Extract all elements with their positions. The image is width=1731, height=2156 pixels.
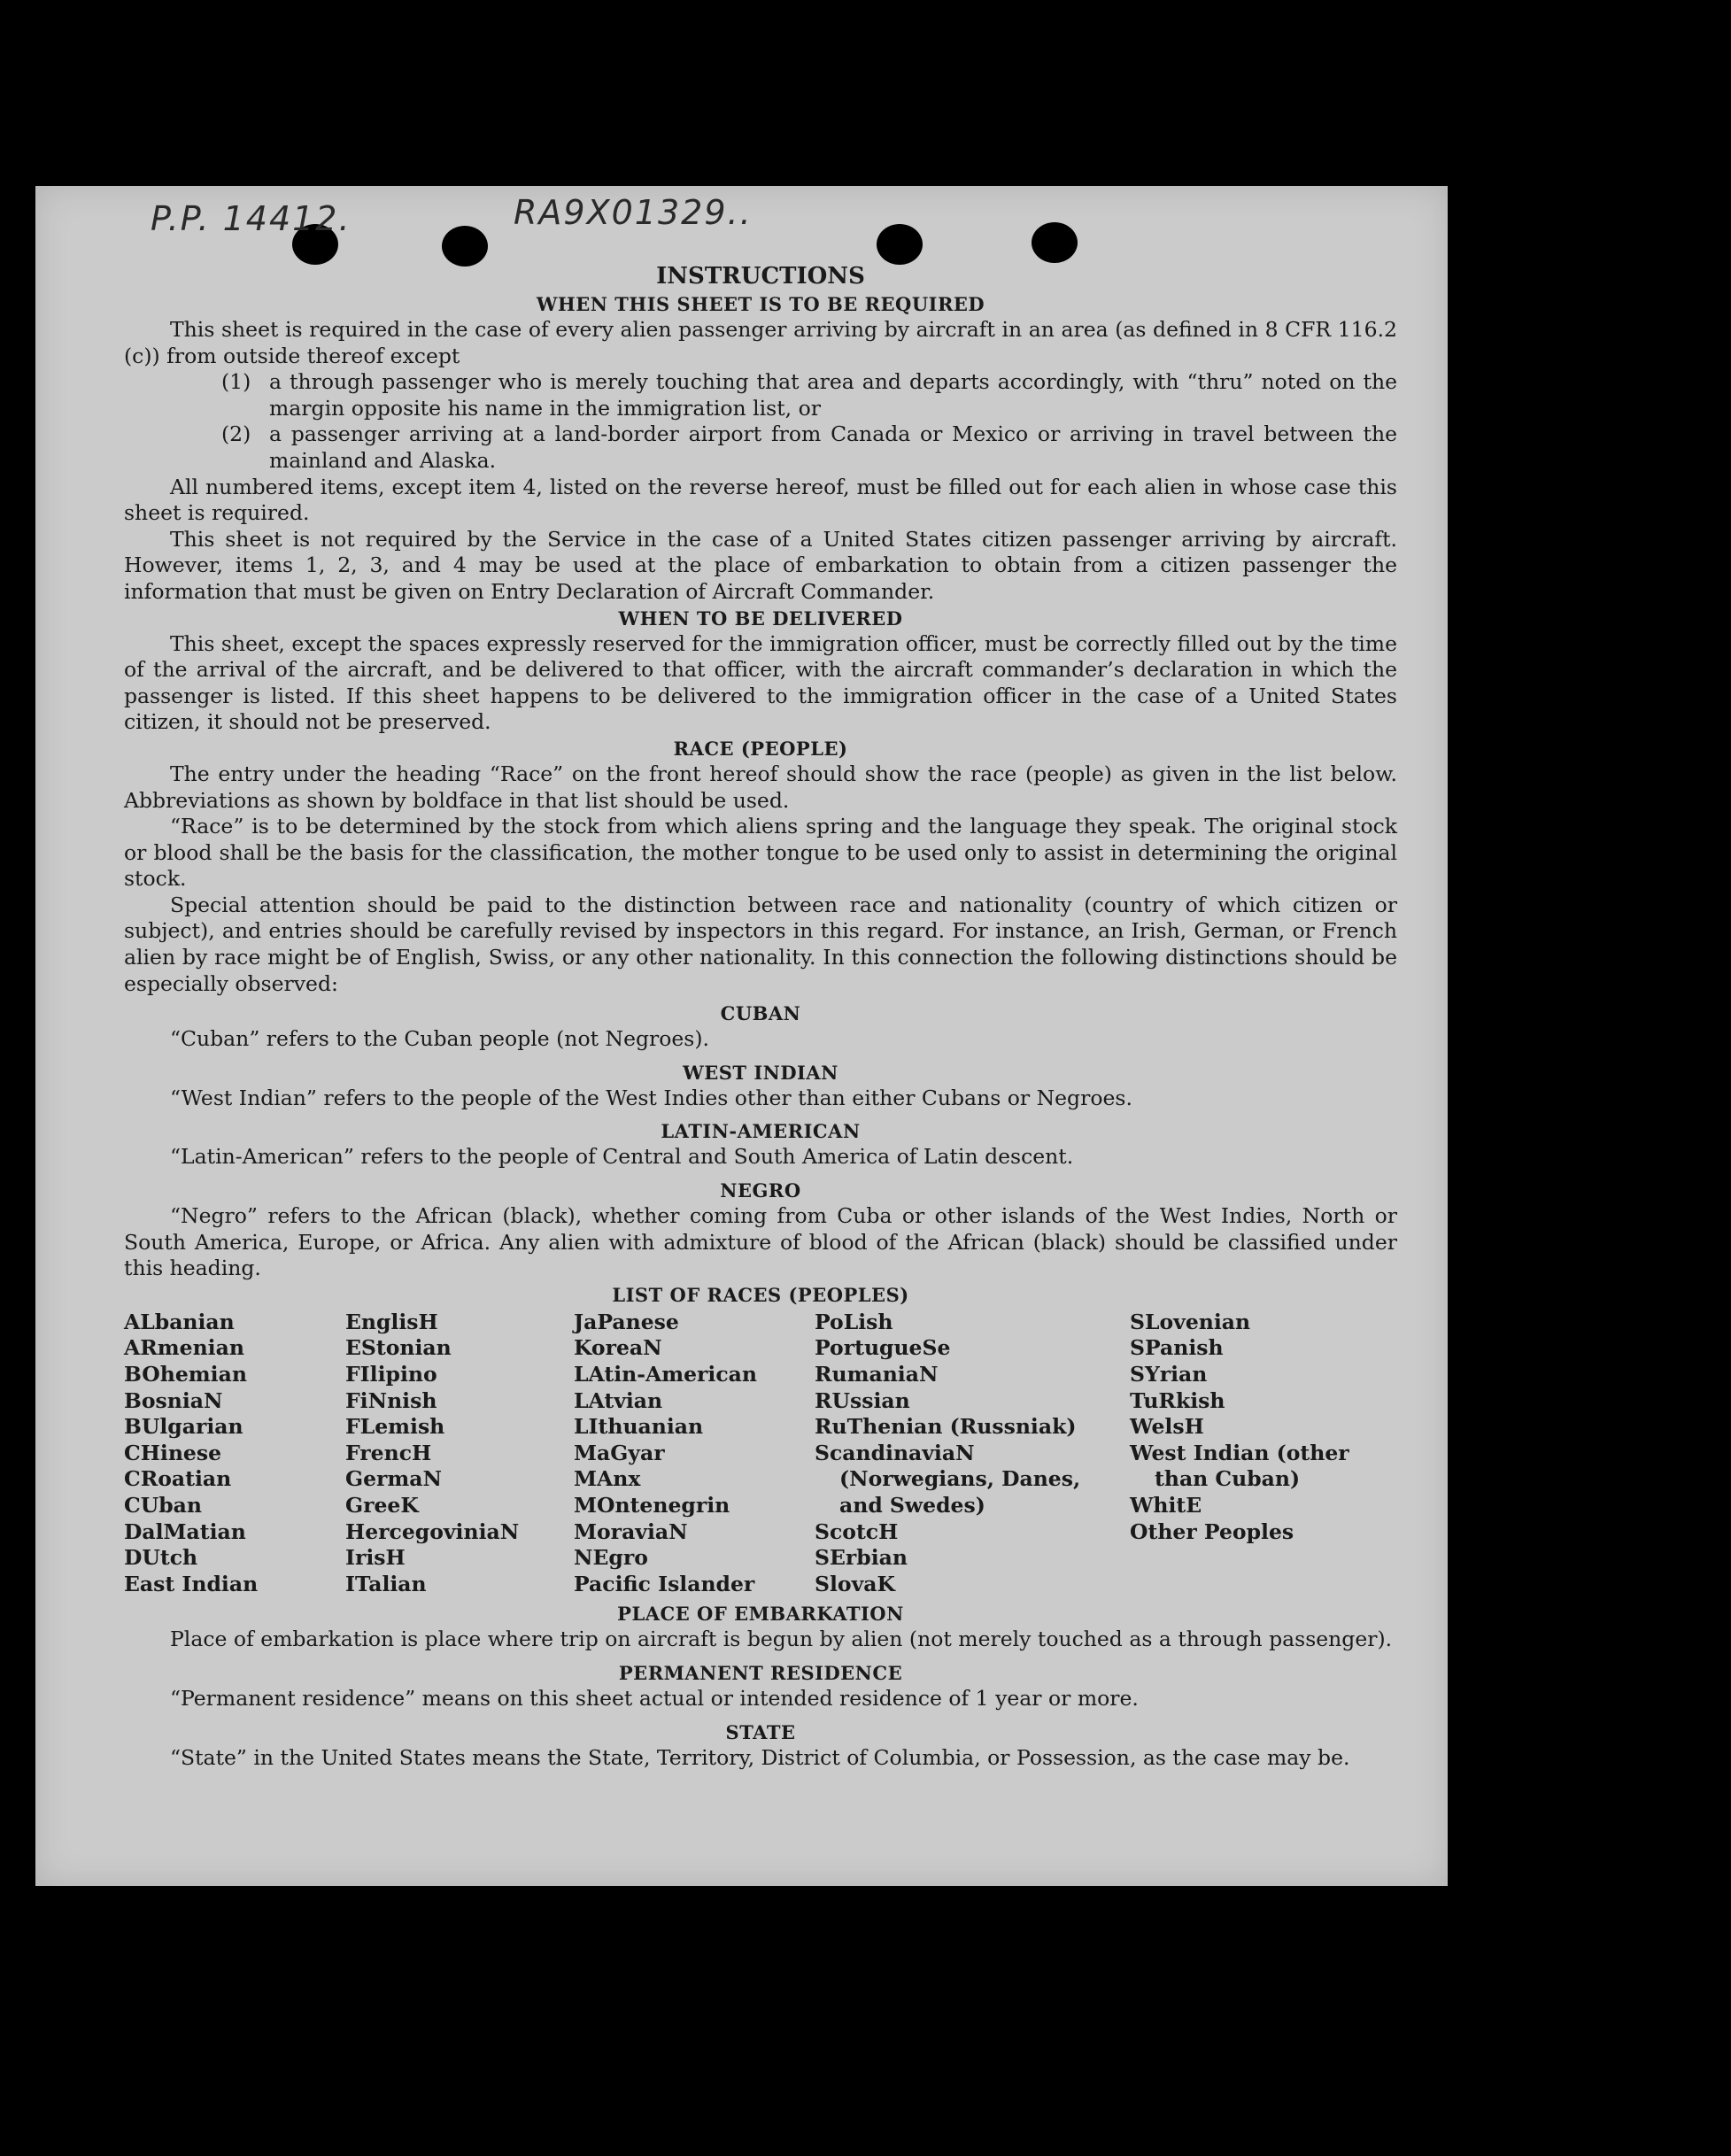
race-entry: IrisH (345, 1545, 406, 1571)
exception-item-2 (124, 421, 1397, 474)
paragraph-numbered-items: All numbered items, except item 4, listed on the reverse hereof, must be filled out for each alien in whose case this sheet is required. (124, 474, 1397, 526)
race-entry: EnglisH (345, 1309, 438, 1334)
race-entry: SPanish (1130, 1335, 1224, 1361)
section-heading-list-of-races: LIST OF RACES (PEOPLES) (612, 1283, 909, 1306)
section-heading-delivered: WHEN TO BE DELIVERED (618, 607, 903, 630)
paragraph-race-3: Special attention should be paid to the distinction between race and nationality (country of which citizen or subject), and entries should be carefully revised by inspectors in this regard. For instance, an Irish, German, or French alien by race might be of English, Swiss, or any other nationality. In this connection the following distinctions should be especially observed: (124, 892, 1397, 996)
document-sheet (35, 186, 1448, 1886)
paragraph-required: This sheet is required in the case of every alien passenger arriving by aircraft in an area (as defined in 8 CFR 116.2 (c)) from outside thereof except (124, 317, 1397, 368)
punch-hole (877, 224, 923, 265)
handwritten-annotation-center: RA9X01329.. (514, 193, 753, 232)
race-entry: Pacific Islander (574, 1571, 755, 1596)
race-entry: FLemish (345, 1414, 445, 1440)
race-entry: ITalian (345, 1571, 427, 1596)
exception-item-1 (124, 369, 1397, 421)
paragraph-west-indian: “West Indian” refers to the people of the West Indies other than either Cubans or Negroes. (170, 1085, 1132, 1110)
race-entry: FrencH (345, 1440, 432, 1465)
paragraph-race-2: “Race” is to be determined by the stock from which aliens spring and the language they speak. The original stock or blood shall be the basis for the classification, the mother tongue to be used only to assist in determining the original stock. (124, 814, 1397, 892)
race-entry: RUssian (815, 1387, 910, 1413)
race-entry: CHinese (124, 1440, 222, 1465)
races-column-5 (1130, 1310, 1395, 1598)
paragraph-race-1: The entry under the heading “Race” on the front hereof should show the race (people) as given in the list below. Abbreviations as shown by boldface in that list should be used. (124, 761, 1397, 813)
race-entry: ARmenian (124, 1335, 244, 1361)
race-entry: ScandinaviaN (Norwegians, Danes, and Swedes) (815, 1440, 1081, 1518)
races-list (124, 1310, 1397, 1598)
race-entry: BOhemian (124, 1362, 247, 1387)
race-entry: LAtvian (574, 1387, 663, 1413)
race-entry: MAnx (574, 1466, 641, 1492)
race-entry: SYrian (1130, 1362, 1208, 1387)
race-entry: PoLish (815, 1309, 893, 1334)
race-entry: HercegoviniaN (345, 1518, 520, 1544)
race-entry: BosniaN (124, 1387, 223, 1413)
item-text: a through passenger who is merely touching that area and departs accordingly, with “thru” noted on the margin opposite his name in the immigration list, or (269, 369, 1397, 421)
section-heading-cuban: CUBAN (720, 1002, 801, 1025)
race-entry: DUtch (124, 1545, 198, 1571)
race-entry: LAtin-American (574, 1362, 757, 1387)
race-entry: CRoatian (124, 1466, 232, 1492)
race-entry: WelsH (1130, 1414, 1204, 1440)
paragraph-cuban: “Cuban” refers to the Cuban people (not Negroes). (170, 1026, 710, 1052)
section-heading-state: STATE (725, 1720, 796, 1743)
race-entry: ALbanian (124, 1309, 235, 1334)
race-entry: MOntenegrin (574, 1492, 730, 1518)
paragraph-citizen: This sheet is not required by the Service in the case of a United States citizen passenger arriving by aircraft. However, items 1, 2, 3, and 4 may be used at the place of embarkation to obtain from a citizen passenger the information that must be given on Entry Declaration of Aircraft Commander. (124, 526, 1397, 604)
item-number: (2) (221, 421, 251, 447)
item-number: (1) (221, 369, 251, 395)
races-column-4 (815, 1310, 1130, 1598)
race-entry: KoreaN (574, 1335, 662, 1361)
section-heading-negro: NEGRO (720, 1179, 801, 1202)
race-entry: SLovenian (1130, 1309, 1251, 1334)
race-entry: MoraviaN (574, 1518, 688, 1544)
instructions-body (124, 261, 1397, 1771)
paragraph-latin-american: “Latin-American” refers to the people of Central and South America of Latin descent. (170, 1144, 1074, 1170)
section-heading-residence: PERMANENT RESIDENCE (618, 1661, 903, 1684)
paragraph-state: “State” in the United States means the State, Territory, District of Columbia, or Possession, as the case may be. (170, 1744, 1350, 1770)
paragraph-delivered: This sheet, except the spaces expressly reserved for the immigration officer, must be correctly filled out by the time of the arrival of the aircraft, and be delivered to that officer, with the aircraft commander’s declaration in which the passenger is listed. If this sheet happens to be delivered to the immigration officer in the case of a United States citizen, it should not be preserved. (124, 630, 1397, 735)
section-heading-required: WHEN THIS SHEET IS TO BE REQUIRED (536, 293, 985, 315)
race-entry: GermaN (345, 1466, 442, 1492)
race-entry: JaPanese (574, 1309, 679, 1334)
item-text: a passenger arriving at a land-border airport from Canada or Mexico or arriving in travel between the mainland and Alaska. (269, 421, 1397, 473)
paragraph-residence: “Permanent residence” means on this sheet actual or intended residence of 1 year or more. (170, 1685, 1139, 1711)
race-entry: FIlipino (345, 1362, 437, 1387)
handwritten-annotation-left: P.P. 14412. (151, 199, 352, 238)
race-entry: GreeK (345, 1492, 419, 1518)
race-entry: East Indian (124, 1571, 259, 1596)
race-entry: SlovaK (815, 1571, 895, 1596)
race-entry: PortugueSe (815, 1335, 951, 1361)
page-title: INSTRUCTIONS (656, 263, 865, 290)
races-column-3 (574, 1310, 815, 1598)
paragraph-negro: “Negro” refers to the African (black), whether coming from Cuba or other islands of the West Indies, North or South America, Europe, or Africa. Any alien with admixture of blood of the African (black) should be classified under this heading. (124, 1203, 1397, 1281)
section-heading-embarkation: PLACE OF EMBARKATION (617, 1603, 904, 1626)
race-entry: West Indian (other than Cuban) (1130, 1440, 1349, 1492)
race-entry: RuThenian (Russniak) (815, 1414, 1077, 1440)
race-entry: ScotcH (815, 1518, 899, 1544)
race-entry: SErbian (815, 1545, 908, 1571)
race-entry: MaGyar (574, 1440, 665, 1465)
race-entry: LIthuanian (574, 1414, 704, 1440)
section-heading-latin-american: LATIN-AMERICAN (661, 1120, 861, 1143)
race-entry: BUlgarian (124, 1414, 243, 1440)
race-entry: RumaniaN (815, 1362, 939, 1387)
race-entry: FiNnish (345, 1387, 437, 1413)
races-column-2 (345, 1310, 574, 1598)
race-entry: Other Peoples (1130, 1518, 1294, 1544)
punch-hole (1032, 222, 1078, 263)
race-entry: EStonian (345, 1335, 452, 1361)
race-entry: CUban (124, 1492, 202, 1518)
paragraph-embarkation: Place of embarkation is place where trip on aircraft is begun by alien (not merely touched as a through passenger). (170, 1627, 1393, 1652)
races-column-1 (124, 1310, 345, 1598)
section-heading-race: RACE (PEOPLE) (673, 737, 848, 760)
race-entry: TuRkish (1130, 1387, 1225, 1413)
section-heading-west-indian: WEST INDIAN (683, 1061, 838, 1084)
race-entry: DalMatian (124, 1518, 246, 1544)
race-entry: NEgro (574, 1545, 648, 1571)
race-entry: WhitE (1130, 1492, 1202, 1518)
